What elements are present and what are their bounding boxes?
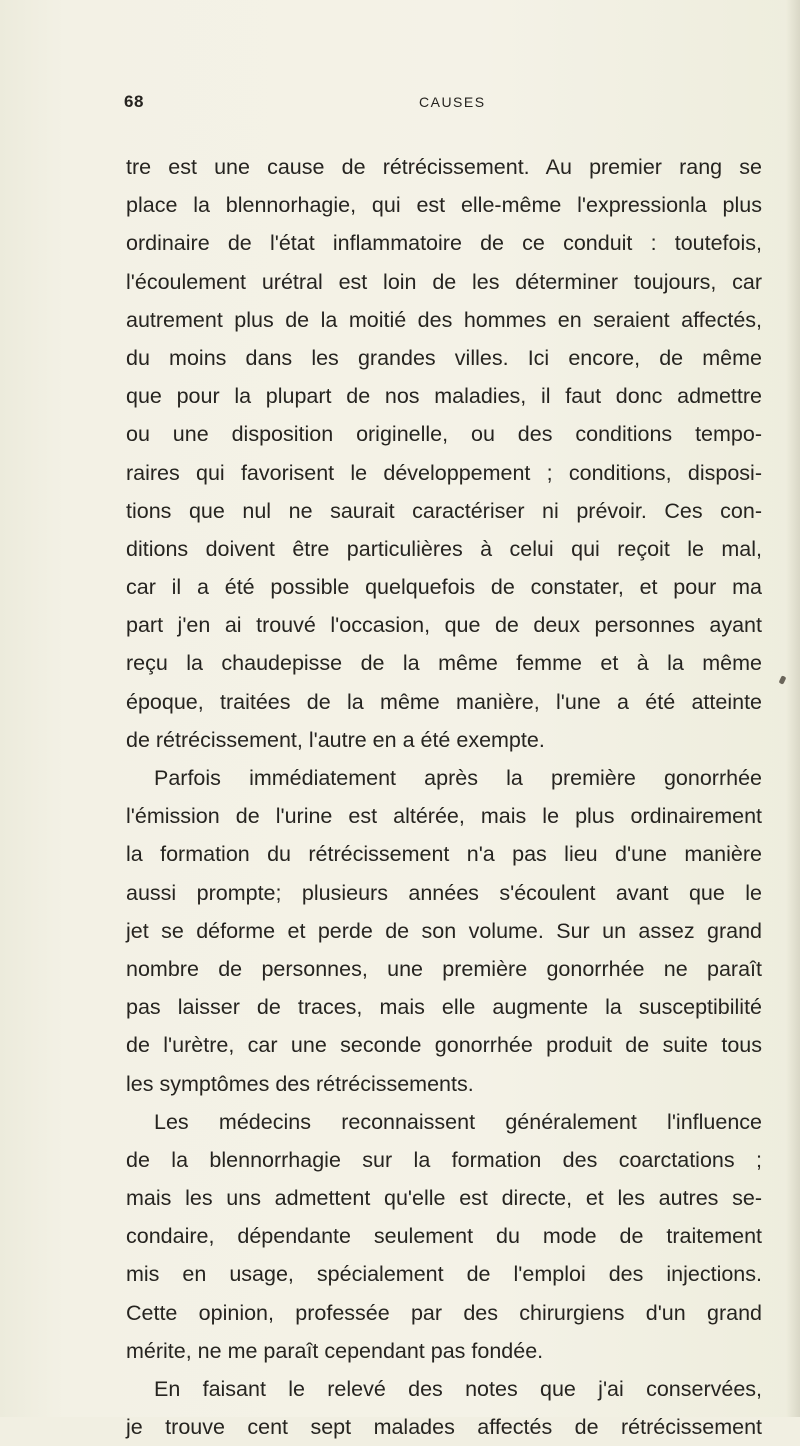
text-line: Les médecins reconnaissent généralement l'influence [154,1109,762,1134]
text-line: je trouve cent sept malades affectés de rétrécissement [126,1415,762,1440]
page-header [124,92,724,122]
text-line: du moins dans les grandes villes. Ici encore, de même [126,345,762,370]
body-text [126,148,762,1446]
page-number: 68 [124,92,144,111]
text-line: mis en usage, spécialement de l'emploi des injections. [126,1262,762,1287]
text-line: nombre de personnes, une première gonorrhée ne paraît [126,956,762,981]
text-line: pas laisser de traces, mais elle augmente la susceptibilité [126,995,762,1020]
text-line: ordinaire de l'état inflammatoire de ce conduit : toutefois, [126,231,762,256]
text-line: condaire, dépendante seulement du mode de traitement [126,1224,762,1249]
text-line: de la blennorrhagie sur la formation des coarctations ; [126,1147,762,1172]
text-line: Cette opinion, professée par des chirurgiens d'un grand [126,1300,762,1325]
text-line: Parfois immédiatement après la première gonorrhée [154,766,762,790]
text-line: raires qui favorisent le développement ; conditions, disposi- [126,460,762,485]
text-line: En faisant le relevé des notes que j'ai conservées, [154,1377,762,1401]
text-line: l'écoulement urétral est loin de les déterminer toujours, car [126,269,762,294]
text-line: place la blennorhagie, qui est elle-même l'expressionla plus [126,193,762,218]
text-line: mérite, ne me paraît cependant pas fondée. [126,1338,544,1363]
text-line: l'émission de l'urine est altérée, mais le plus ordinairement [126,804,762,829]
text-line: de rétrécissement, l'autre en a été exempte. [126,727,545,752]
text-line: la formation du rétrécissement n'a pas lieu d'une manière [126,842,762,867]
text-line: ou une disposition originelle, ou des conditions tempo- [126,422,762,447]
text-line: jet se déforme et perde de son volume. Sur un assez grand [126,918,762,943]
text-line: aussi prompte; plusieurs années s'écoulent avant que le [126,880,762,905]
text-line: tre est une cause de rétrécissement. Au premier rang se [126,155,762,179]
page-edge-shadow [786,0,800,1417]
text-line: les symptômes des rétrécissements. [126,1071,474,1096]
text-line: de l'urètre, car une seconde gonorrhée produit de suite tous [126,1033,762,1058]
text-line: ditions doivent être particulières à celui qui reçoit le mal, [126,536,762,561]
text-line: que pour la plupart de nos maladies, il faut donc admettre [126,384,762,409]
text-line: mais les uns admettent qu'elle est directe, et les autres se- [126,1186,762,1211]
text-line: autrement plus de la moitié des hommes en seraient affectés, [126,307,762,332]
text-line: reçu la chaudepisse de la même femme et à la même [126,651,762,676]
text-line: part j'en ai trouvé l'occasion, que de deux personnes ayant [126,613,762,638]
running-head: CAUSES [419,94,486,110]
text-line: époque, traitées de la même manière, l'une a été atteinte [126,689,762,714]
text-line: tions que nul ne saurait caractériser ni prévoir. Ces con- [126,498,762,523]
text-line: car il a été possible quelquefois de constater, et pour ma [126,575,762,600]
